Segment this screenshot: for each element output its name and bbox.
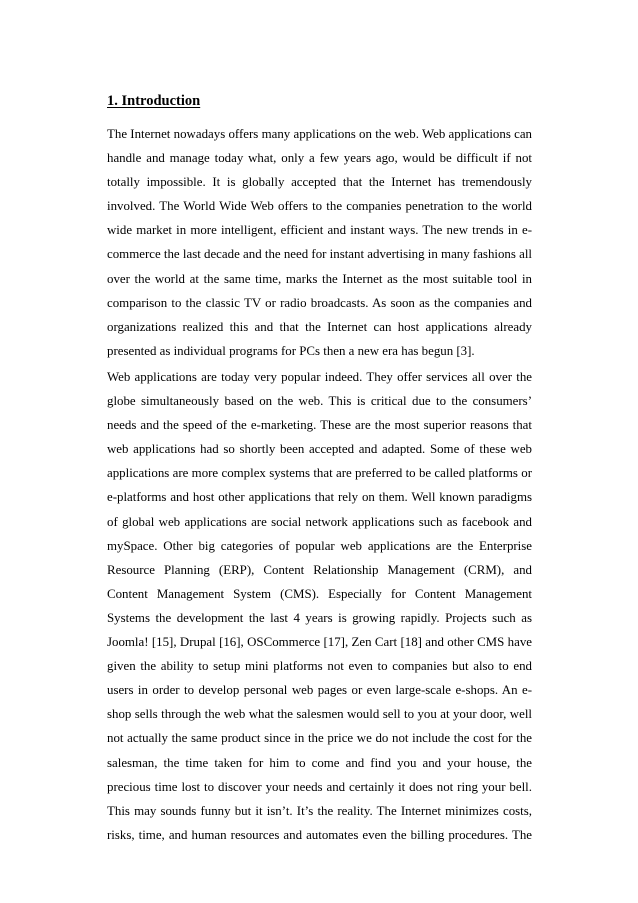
text-line: Joomla! [15], Drupal [16], OSCommerce [17], Zen Cart [18] and other CMS have — [107, 635, 532, 650]
text-line: commerce the last decade and the need for instant advertising in many fashions all — [107, 247, 532, 262]
text-line: not actually the same product since in the price we do not include the cost for the — [107, 731, 532, 746]
text-line: over the world at the same time, marks the Internet as the most suitable tool in — [107, 271, 532, 286]
text-line: salesman, the time taken for him to come and find you and your house, the — [107, 755, 532, 770]
paragraph-1 — [107, 122, 532, 363]
text-line: handle and manage today what, only a few years ago, would be difficult if not — [107, 151, 532, 166]
text-line: applications are more complex systems that are preferred to be called platforms or — [107, 466, 532, 481]
text-line: Systems the development the last 4 years is growing rapidly. Projects such as — [107, 610, 532, 625]
text-line: users in order to develop personal web pages or even large-scale e-shops. An e- — [107, 683, 532, 698]
text-line: web applications had so shortly been accepted and adapted. Some of these web — [107, 442, 532, 457]
text-line: mySpace. Other big categories of popular web applications are the Enterprise — [107, 538, 532, 553]
text-line: organizations realized this and that the Internet can host applications already — [107, 319, 532, 334]
section-heading: 1. Introduction — [107, 93, 201, 109]
text-line: This may sounds funny but it isn’t. It’s the reality. The Internet minimizes costs, — [107, 803, 532, 818]
paragraph-2 — [107, 365, 532, 847]
text-line: given the ability to setup mini platforms not even to companies but also to end — [107, 659, 532, 674]
text-line: of global web applications are social network applications such as facebook and — [107, 514, 532, 529]
text-line: e-platforms and host other applications that rely on them. Well known paradigms — [107, 490, 532, 505]
text-line: totally impossible. It is globally accepted that the Internet has tremendously — [107, 175, 532, 190]
text-line: precious time lost to discover your needs and certainly it does not ring your bell. — [107, 779, 532, 794]
text-line: Resource Planning (ERP), Content Relationship Management (CRM), and — [107, 562, 532, 577]
text-line: presented as individual programs for PCs then a new era has begun [3]. — [107, 343, 475, 358]
text-line: involved. The World Wide Web offers to the companies penetration to the world — [107, 199, 532, 214]
text-line: shop sells through the web what the salesmen would sell to you at your door, well — [107, 707, 532, 722]
text-line: globe simultaneously based on the web. This is critical due to the consumers’ — [107, 394, 532, 409]
text-line: wide market in more intelligent, efficient and instant ways. The new trends in e- — [107, 223, 532, 238]
text-line: needs and the speed of the e-marketing. These are the most superior reasons that — [107, 418, 532, 433]
text-line: comparison to the classic TV or radio broadcasts. As soon as the companies and — [107, 295, 532, 310]
text-line: risks, time, and human resources and automates even the billing procedures. The — [107, 827, 532, 842]
text-line: Web applications are today very popular indeed. They offer services all over the — [107, 370, 532, 384]
text-line: Content Management System (CMS). Especially for Content Management — [107, 586, 532, 601]
text-line: The Internet nowadays offers many applications on the web. Web applications can — [107, 127, 532, 141]
